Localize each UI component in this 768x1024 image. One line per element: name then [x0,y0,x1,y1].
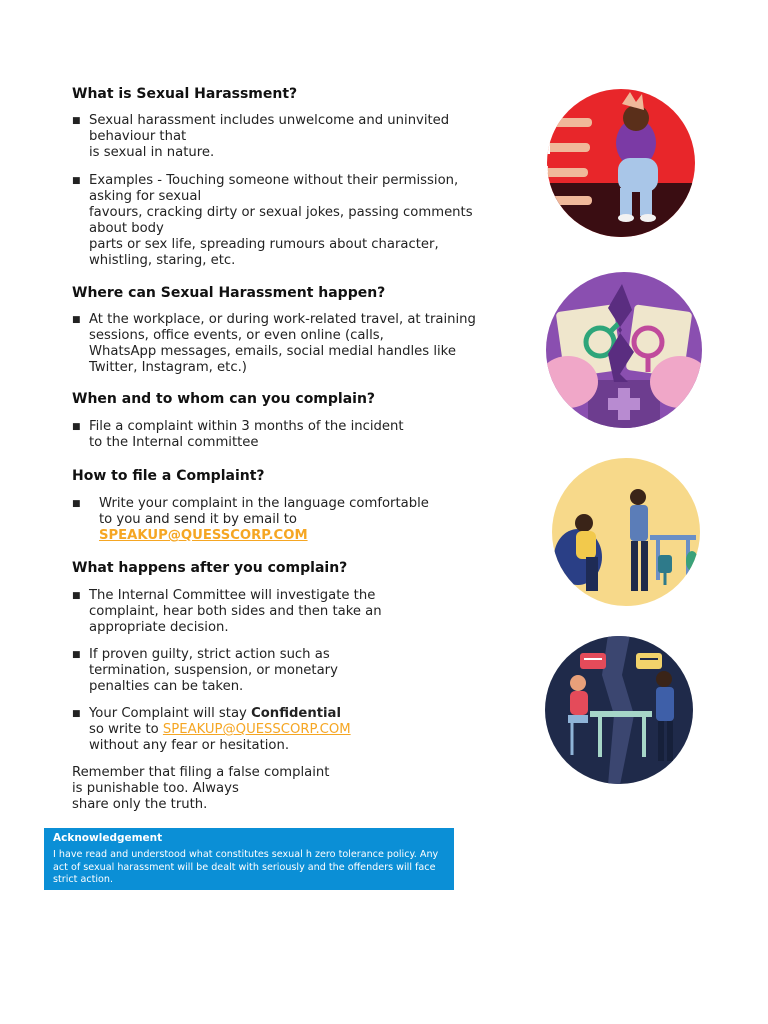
bullet-square-icon: ■ [72,176,81,186]
bullet-square-icon: ■ [72,650,81,660]
bullet-examples: ■ Examples - Touching someone without their permission, asking for sexual favours, cracking dirty or sexual jokes, passing comments about body parts or sex life, spreading rumours about character, whistling, staring, etc. [72,173,473,268]
bullet-action: ■ If proven guilty, strict action such as termination, suspension, or monetary penalties can be taken. [72,647,338,694]
acknowledgement-body: I have read and understood what constitutes sexual h zero tolerance policy. Any act of sexual harassment will be dealt with seriously and the offenders will face strict action. [53,849,439,885]
heading-how: How to file a Complaint? [72,468,265,484]
heading-after: What happens after you complain? [72,560,348,576]
bullet-how: ■ Write your complaint in the language comfortable to you and send it by email to SPEAKUP@QUESSCORP.COM [72,496,429,543]
bullet-confidential: ■ Your Complaint will stay Confidential so write to SPEAKUP@QUESSCORP.COM without any fear or hesitation. [72,706,351,753]
bullet-when: ■ File a complaint within 3 months of the incident to the Internal committee [72,419,404,450]
bullet-square-icon: ■ [72,422,81,432]
bullet-definition: ■ Sexual harassment includes unwelcome and uninvited behaviour that is sexual in nature. [72,113,450,160]
bullet-square-icon: ■ [72,499,81,509]
bullet-square-icon: ■ [72,116,81,126]
bullet-square-icon: ■ [72,315,81,325]
email-link-confidential[interactable]: SPEAKUP@QUESSCORP.COM [162,722,351,737]
complaint-conversation-illustration [546,457,706,607]
bullet-where: ■ At the workplace, or during work-related travel, at training sessions, office events, or even online (calls, WhatsApp messages, emails, social medial handles like Twitter, Instagram, etc.) [72,312,476,375]
harassment-illustration [540,88,702,238]
acknowledgement-box [44,828,454,890]
bullet-square-icon: ■ [72,709,81,719]
email-link[interactable]: SPEAKUP@QUESSCORP.COM [99,528,308,543]
reminder-text: Remember that filing a false complaint is punishable too. Always share only the truth. [72,765,330,812]
bullet-investigate: ■ The Internal Committee will investigate the complaint, hear both sides and then take an appropriate decision. [72,588,382,635]
acknowledgement-title: Acknowledgement [53,832,163,844]
heading-what-is: What is Sexual Harassment? [72,86,298,102]
heading-when: When and to whom can you complain? [72,391,376,407]
committee-hearing-illustration [538,635,700,785]
broken-gender-symbols-illustration [538,270,710,430]
heading-where: Where can Sexual Harassment happen? [72,285,386,301]
bullet-square-icon: ■ [72,591,81,601]
